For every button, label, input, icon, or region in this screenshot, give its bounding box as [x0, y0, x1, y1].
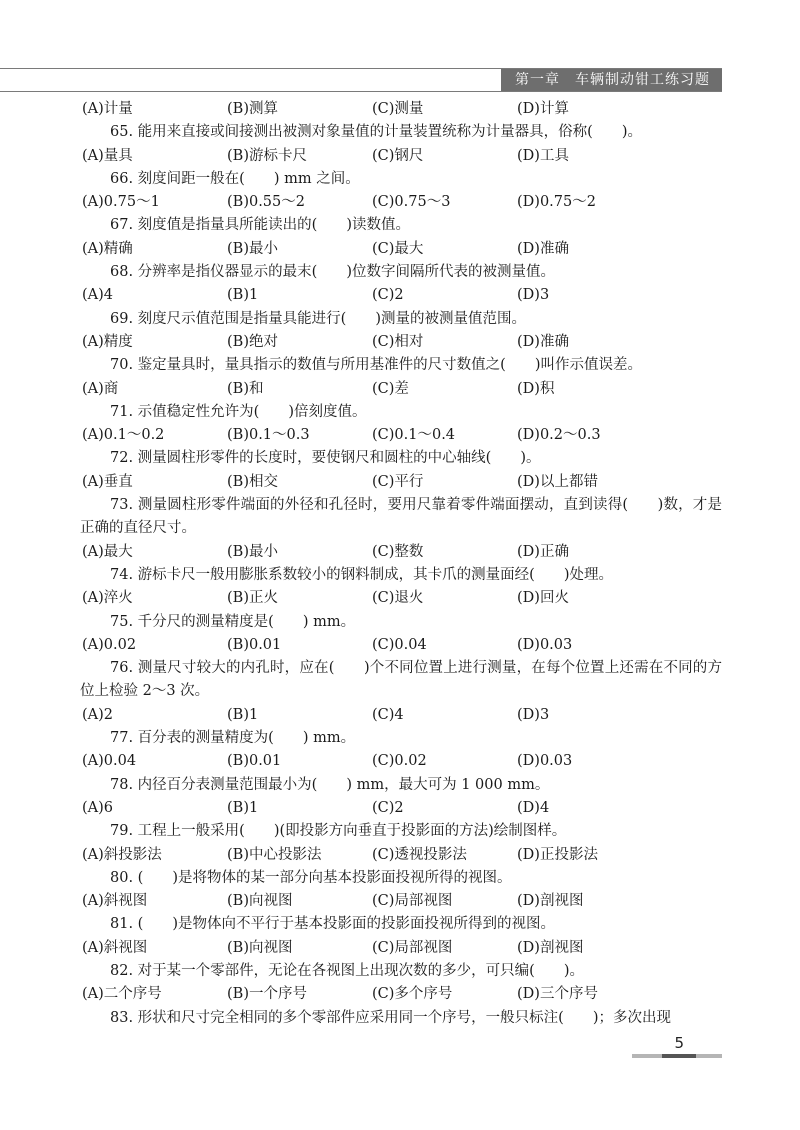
option-a: (A)量具 [82, 147, 133, 164]
option-a: (A)6 [82, 799, 114, 816]
question-text: 66. 刻度间距一般在( ) mm 之间。 [110, 170, 360, 187]
option-c: (C)局部视图 [372, 939, 453, 956]
options-row [80, 587, 722, 610]
option-d: (D)0.03 [517, 753, 573, 770]
options-row [80, 331, 722, 354]
option-a: (A)0.04 [82, 753, 137, 770]
option-c: (C)2 [372, 799, 404, 816]
options-row [80, 424, 722, 447]
option-d: (D)三个序号 [517, 986, 598, 1003]
option-a: (A)淬火 [82, 590, 133, 607]
option-c: (C)多个序号 [372, 986, 453, 1003]
option-a: (A)0.75～1 [82, 194, 160, 211]
options-row [80, 471, 722, 494]
option-b: (B)1 [227, 287, 259, 304]
options-row [80, 191, 722, 214]
option-c: (C)4 [372, 706, 404, 723]
option-d: (D)准确 [517, 333, 569, 350]
question-text: 67. 刻度值是指量具所能读出的( )读数值。 [110, 217, 410, 234]
option-d: (D)3 [517, 706, 550, 723]
option-b: (B)测算 [227, 101, 278, 117]
option-c: (C)退火 [372, 590, 424, 607]
option-b: (B)0.01 [227, 753, 282, 770]
option-d: (D)4 [517, 799, 550, 816]
options-row [80, 98, 722, 121]
options-row [80, 890, 722, 913]
question-text: 75. 千分尺的测量精度是( ) mm。 [110, 613, 356, 630]
option-c: (C)测量 [372, 101, 424, 117]
option-d: (D)计算 [517, 101, 569, 117]
option-b: (B)向视图 [227, 939, 293, 956]
options-row [80, 378, 722, 401]
option-d: (D)剖视图 [517, 939, 584, 956]
question-text: 72. 测量圆柱形零件的长度时，要使钢尺和圆柱的中心轴线( )。 [110, 450, 541, 467]
option-a: (A)2 [82, 706, 114, 723]
question-text: 76. 测量尺寸较大的内孔时，应在( )个不同位置上进行测量，在每个位置上还需在不同的方位上检验 2～3 次。 [80, 660, 722, 700]
option-c: (C)差 [372, 380, 409, 397]
option-c: (C)平行 [372, 473, 424, 490]
option-c: (C)局部视图 [372, 893, 453, 910]
options-row [80, 704, 722, 727]
option-d: (D)积 [517, 380, 555, 397]
option-b: (B)向视图 [227, 893, 293, 910]
option-c: (C)0.1～0.4 [372, 427, 456, 444]
option-c: (C)整数 [372, 543, 424, 560]
option-b: (B)和 [227, 380, 264, 397]
chapter-header-bar [0, 68, 722, 92]
page-number: 5 [674, 1034, 684, 1052]
option-a: (A)斜投影法 [82, 846, 162, 863]
question-text: 71. 示值稳定性允许为( )倍刻度值。 [110, 403, 367, 420]
option-a: (A)0.1～0.2 [82, 427, 165, 444]
question-text: 68. 分辨率是指仪器显示的最末( )位数字间隔所代表的被测量值。 [110, 264, 555, 281]
option-d: (D)工具 [517, 147, 569, 164]
question-text: 70. 鉴定量具时，量具指示的数值与所用基准件的尺寸数值之( )叫作示值误差。 [110, 357, 642, 374]
option-a: (A)斜视图 [82, 939, 148, 956]
option-b: (B)1 [227, 799, 259, 816]
question-text: 74. 游标卡尺一般用膨胀系数较小的钢料制成，其卡爪的测量面经( )处理。 [110, 566, 613, 583]
option-a: (A)0.02 [82, 636, 137, 653]
option-a: (A)精度 [82, 333, 133, 350]
option-b: (B)0.1～0.3 [227, 427, 310, 444]
option-d: (D)以上都错 [517, 473, 598, 490]
option-d: (D)0.03 [517, 636, 573, 653]
options-row [80, 145, 722, 168]
option-a: (A)计量 [82, 101, 133, 117]
option-d: (D)0.75～2 [517, 194, 596, 211]
option-d: (D)0.2～0.3 [517, 427, 601, 444]
option-b: (B)最小 [227, 543, 278, 560]
option-c: (C)透视投影法 [372, 846, 467, 863]
question-text: 82. 对于某一个零部件，无论在各视图上出现次数的多少，可只编( )。 [110, 962, 584, 979]
question-text: 83. 形状和尺寸完全相同的多个零部件应采用同一个序号，一般只标注( )；多次出现 [110, 1009, 671, 1026]
option-b: (B)0.55～2 [227, 194, 305, 211]
option-b: (B)游标卡尺 [227, 147, 307, 164]
option-a: (A)垂直 [82, 473, 133, 490]
option-b: (B)正火 [227, 590, 278, 607]
option-c: (C)0.02 [372, 753, 427, 770]
option-b: (B)1 [227, 706, 259, 723]
option-a: (A)精确 [82, 240, 133, 257]
question-text: 69. 刻度尺示值范围是指量具能进行( )测量的被测量值范围。 [110, 310, 526, 327]
option-d: (D)准确 [517, 240, 569, 257]
question-text: 81. ( )是物体向不平行于基本投影面的投影面投视所得到的视图。 [110, 916, 555, 933]
option-a: (A)商 [82, 380, 119, 397]
question-text: 79. 工程上一般采用( )(即投影方向垂直于投影面的方法)绘制图样。 [110, 823, 567, 840]
option-b: (B)绝对 [227, 333, 278, 350]
option-c: (C)钢尺 [372, 147, 424, 164]
option-c: (C)0.04 [372, 636, 427, 653]
option-b: (B)中心投影法 [227, 846, 322, 863]
option-b: (B)0.01 [227, 636, 282, 653]
options-row [80, 284, 722, 307]
question-text: 78. 内径百分表测量范围最小为( ) mm，最大可为 1 000 mm。 [110, 776, 550, 793]
options-row [80, 797, 722, 820]
question-text: 77. 百分表的测量精度为( ) mm。 [110, 730, 356, 747]
option-d: (D)正确 [517, 543, 569, 560]
options-row [80, 238, 722, 261]
option-a: (A)4 [82, 287, 114, 304]
option-d: (D)回火 [517, 590, 569, 607]
question-text: 73. 测量圆柱形零件端面的外径和孔径时，要用尺靠着零件端面摆动，直到读得( )数，才是正确的直径尺寸。 [80, 497, 722, 537]
option-d: (D)3 [517, 287, 550, 304]
options-row [80, 750, 722, 773]
options-row [80, 541, 722, 564]
option-c: (C)最大 [372, 240, 424, 257]
footer-rule-accent [662, 1054, 696, 1058]
options-row [80, 937, 722, 960]
option-d: (D)剖视图 [517, 893, 584, 910]
option-a: (A)最大 [82, 543, 133, 560]
page-footer [632, 1034, 722, 1058]
option-a: (A)斜视图 [82, 893, 148, 910]
option-b: (B)相交 [227, 473, 278, 490]
option-c: (C)2 [372, 287, 404, 304]
option-b: (B)最小 [227, 240, 278, 257]
question-text: 80. ( )是将物体的某一部分向基本投影面投视所得的视图。 [110, 869, 512, 886]
options-row [80, 634, 722, 657]
options-row [80, 983, 722, 1006]
question-text: 65. 能用来直接或间接测出被测对象量值的计量装置统称为计量器具，俗称( )。 [110, 124, 642, 141]
question-list [80, 98, 722, 1030]
options-row [80, 844, 722, 867]
option-d: (D)正投影法 [517, 846, 598, 863]
option-a: (A)二个序号 [82, 986, 162, 1003]
option-b: (B)一个序号 [227, 986, 307, 1003]
option-c: (C)0.75～3 [372, 194, 451, 211]
option-c: (C)相对 [372, 333, 424, 350]
chapter-title: 第一章 车辆制动钳工练习题 [501, 69, 722, 91]
